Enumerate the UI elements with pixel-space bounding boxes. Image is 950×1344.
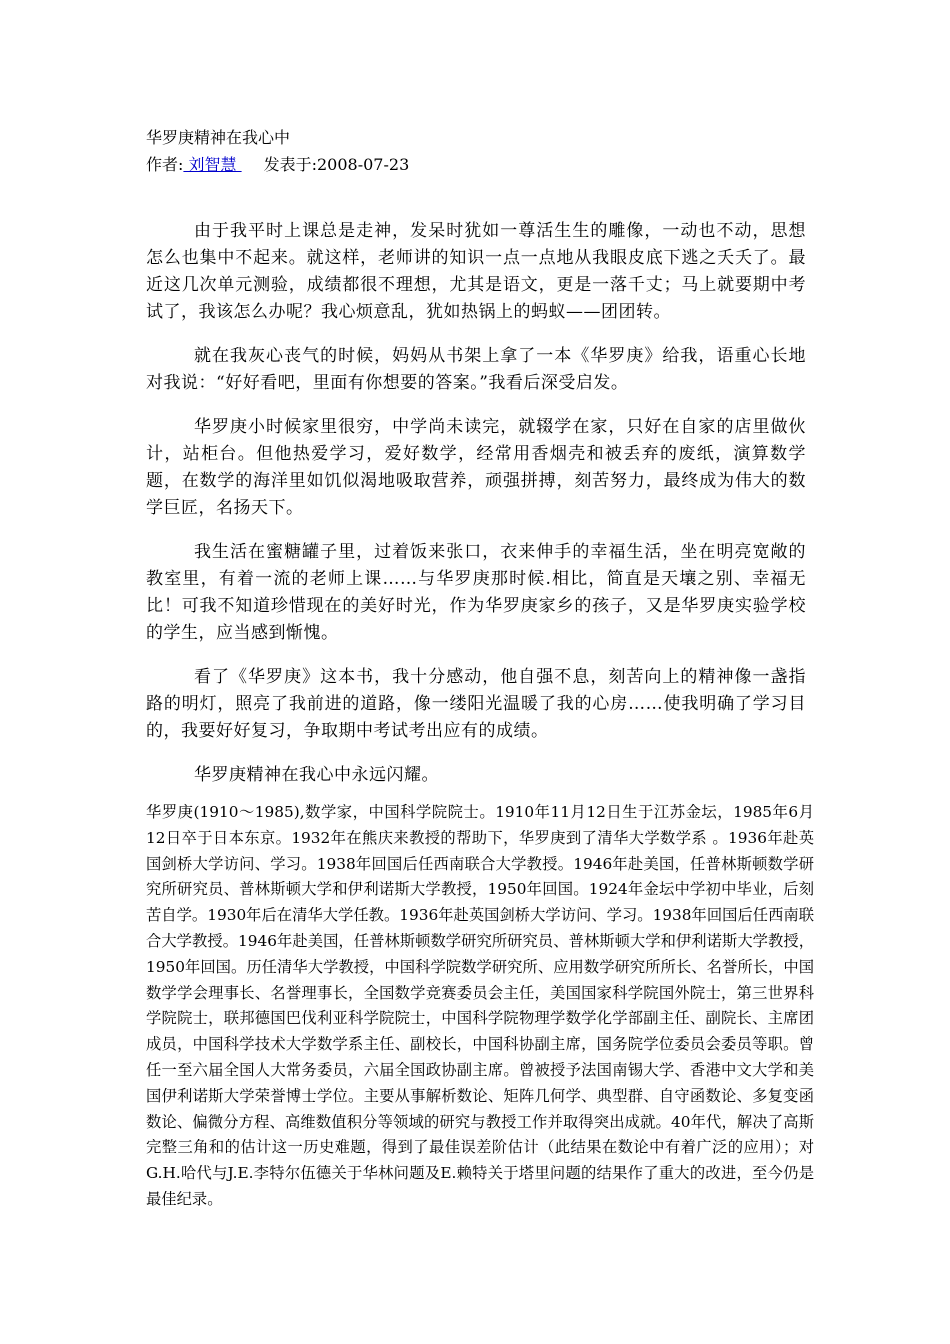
published-date: 2008-07-23 <box>317 155 410 174</box>
article-title: 华罗庚精神在我心中 <box>146 128 291 147</box>
article-header <box>146 124 409 178</box>
biography-section <box>146 800 814 1213</box>
essay-paragraph: 华罗庚小时候家里很穷，中学尚未读完，就辍学在家，只好在自家的店里做伙计，站柜台。但他热爱学习，爱好数学，经常用香烟壳和被丢弃的废纸，演算数学题，在数学的海洋里如饥似渴地吸取营养，顽强拼搏，刻苦努力，最终成为伟大的数学巨匠，名扬天下。 <box>146 417 806 518</box>
biography-text: 华罗庚(1910～1985),数学家，中国科学院院士。1910年11月12日生于江苏金坛，1985年6月12日卒于日本东京。1932年在熊庆来教授的帮助下，华罗庚到了清华大学数学系 。1936年赴英国剑桥大学访问、学习。1938年回国后任西南联合大学教授。1946年赴美国，任普林斯顿数学研究所研究员、普林斯顿大学和伊利诺斯大学教授，1950年回国。1924年金坛中学初中毕业，后刻苦自学。1930年后在清华大学任教。1936年赴英国剑桥大学访问、学习。1938年回国后任西南联合大学教授。1946年赴美国，任普林斯顿数学研究所研究员、普林斯顿大学和伊利诺斯大学教授，1950年回国。历任清华大学教授，中国科学院数学研究所、应用数学研究所所长、名誉所长，中国数学学会理事长、名誉理事长，全国数学竞赛委员会主任，美国国家科学院国外院士，第三世界科学院院士，联邦德国巴伐利亚科学院院士，中国科学院物理学数学化学部副主任、副院长、主席团成员，中国科学技术大学数学系主任、副校长，中国科协副主席，国务院学位委员会委员等职。曾任一至六届全国人大常务委员，六届全国政协副主席。曾被授予法国南锡大学、香港中文大学和美国伊利诺斯大学荣誉博士学位。主要从事解析数论、矩阵几何学、典型群、自守函数论、多复变函数论、偏微分方程、高维数值积分等领域的研究与教授工作并取得突出成就。40年代，解决了高斯完整三角和的估计这一历史难题，得到了最佳误差阶估计（此结果在数论中有着广泛的应用）；对G.H.哈代与J.E.李特尔伍德关于华林问题及E.赖特关于塔里问题的结果作了重大的改进，至今仍是最佳纪录。 <box>146 803 814 1208</box>
essay-paragraph: 我生活在蜜糖罐子里，过着饭来张口，衣来伸手的幸福生活，坐在明亮宽敞的教室里，有着一流的老师上课……与华罗庚那时候.相比，简直是天壤之别、幸福无比！可我不知道珍惜现在的美好时光，作为华罗庚家乡的孩子，又是华罗庚实验学校的学生，应当感到惭愧。 <box>146 542 806 643</box>
essay-body <box>146 218 806 806</box>
author-label: 作者: <box>146 155 184 174</box>
essay-paragraph: 由于我平时上课总是走神，发呆时犹如一尊活生生的雕像，一动也不动，思想怎么也集中不起来。就这样，老师讲的知识一点一点地从我眼皮底下逃之夭夭了。最近这几次单元测验，成绩都很不理想，尤其是语文，更是一落千丈；马上就要期中考试了，我该怎么办呢？我心烦意乱，犹如热锅上的蚂蚁——团团转。 <box>146 221 806 322</box>
byline <box>146 151 409 178</box>
published-label: 发表于: <box>263 155 317 174</box>
essay-paragraph: 看了《华罗庚》这本书，我十分感动，他自强不息，刻苦向上的精神像一盏指路的明灯，照亮了我前进的道路，像一缕阳光温暖了我的心房……使我明确了学习目的，我要好好复习，争取期中考试考出应有的成绩。 <box>146 667 806 741</box>
essay-paragraph: 华罗庚精神在我心中永远闪耀。 <box>194 765 439 785</box>
author-link[interactable]: 刘智慧 <box>183 155 242 174</box>
essay-paragraph: 就在我灰心丧气的时候，妈妈从书架上拿了一本《华罗庚》给我，语重心长地对我说：“好好看吧，里面有你想要的答案。”我看后深受启发。 <box>146 346 806 393</box>
